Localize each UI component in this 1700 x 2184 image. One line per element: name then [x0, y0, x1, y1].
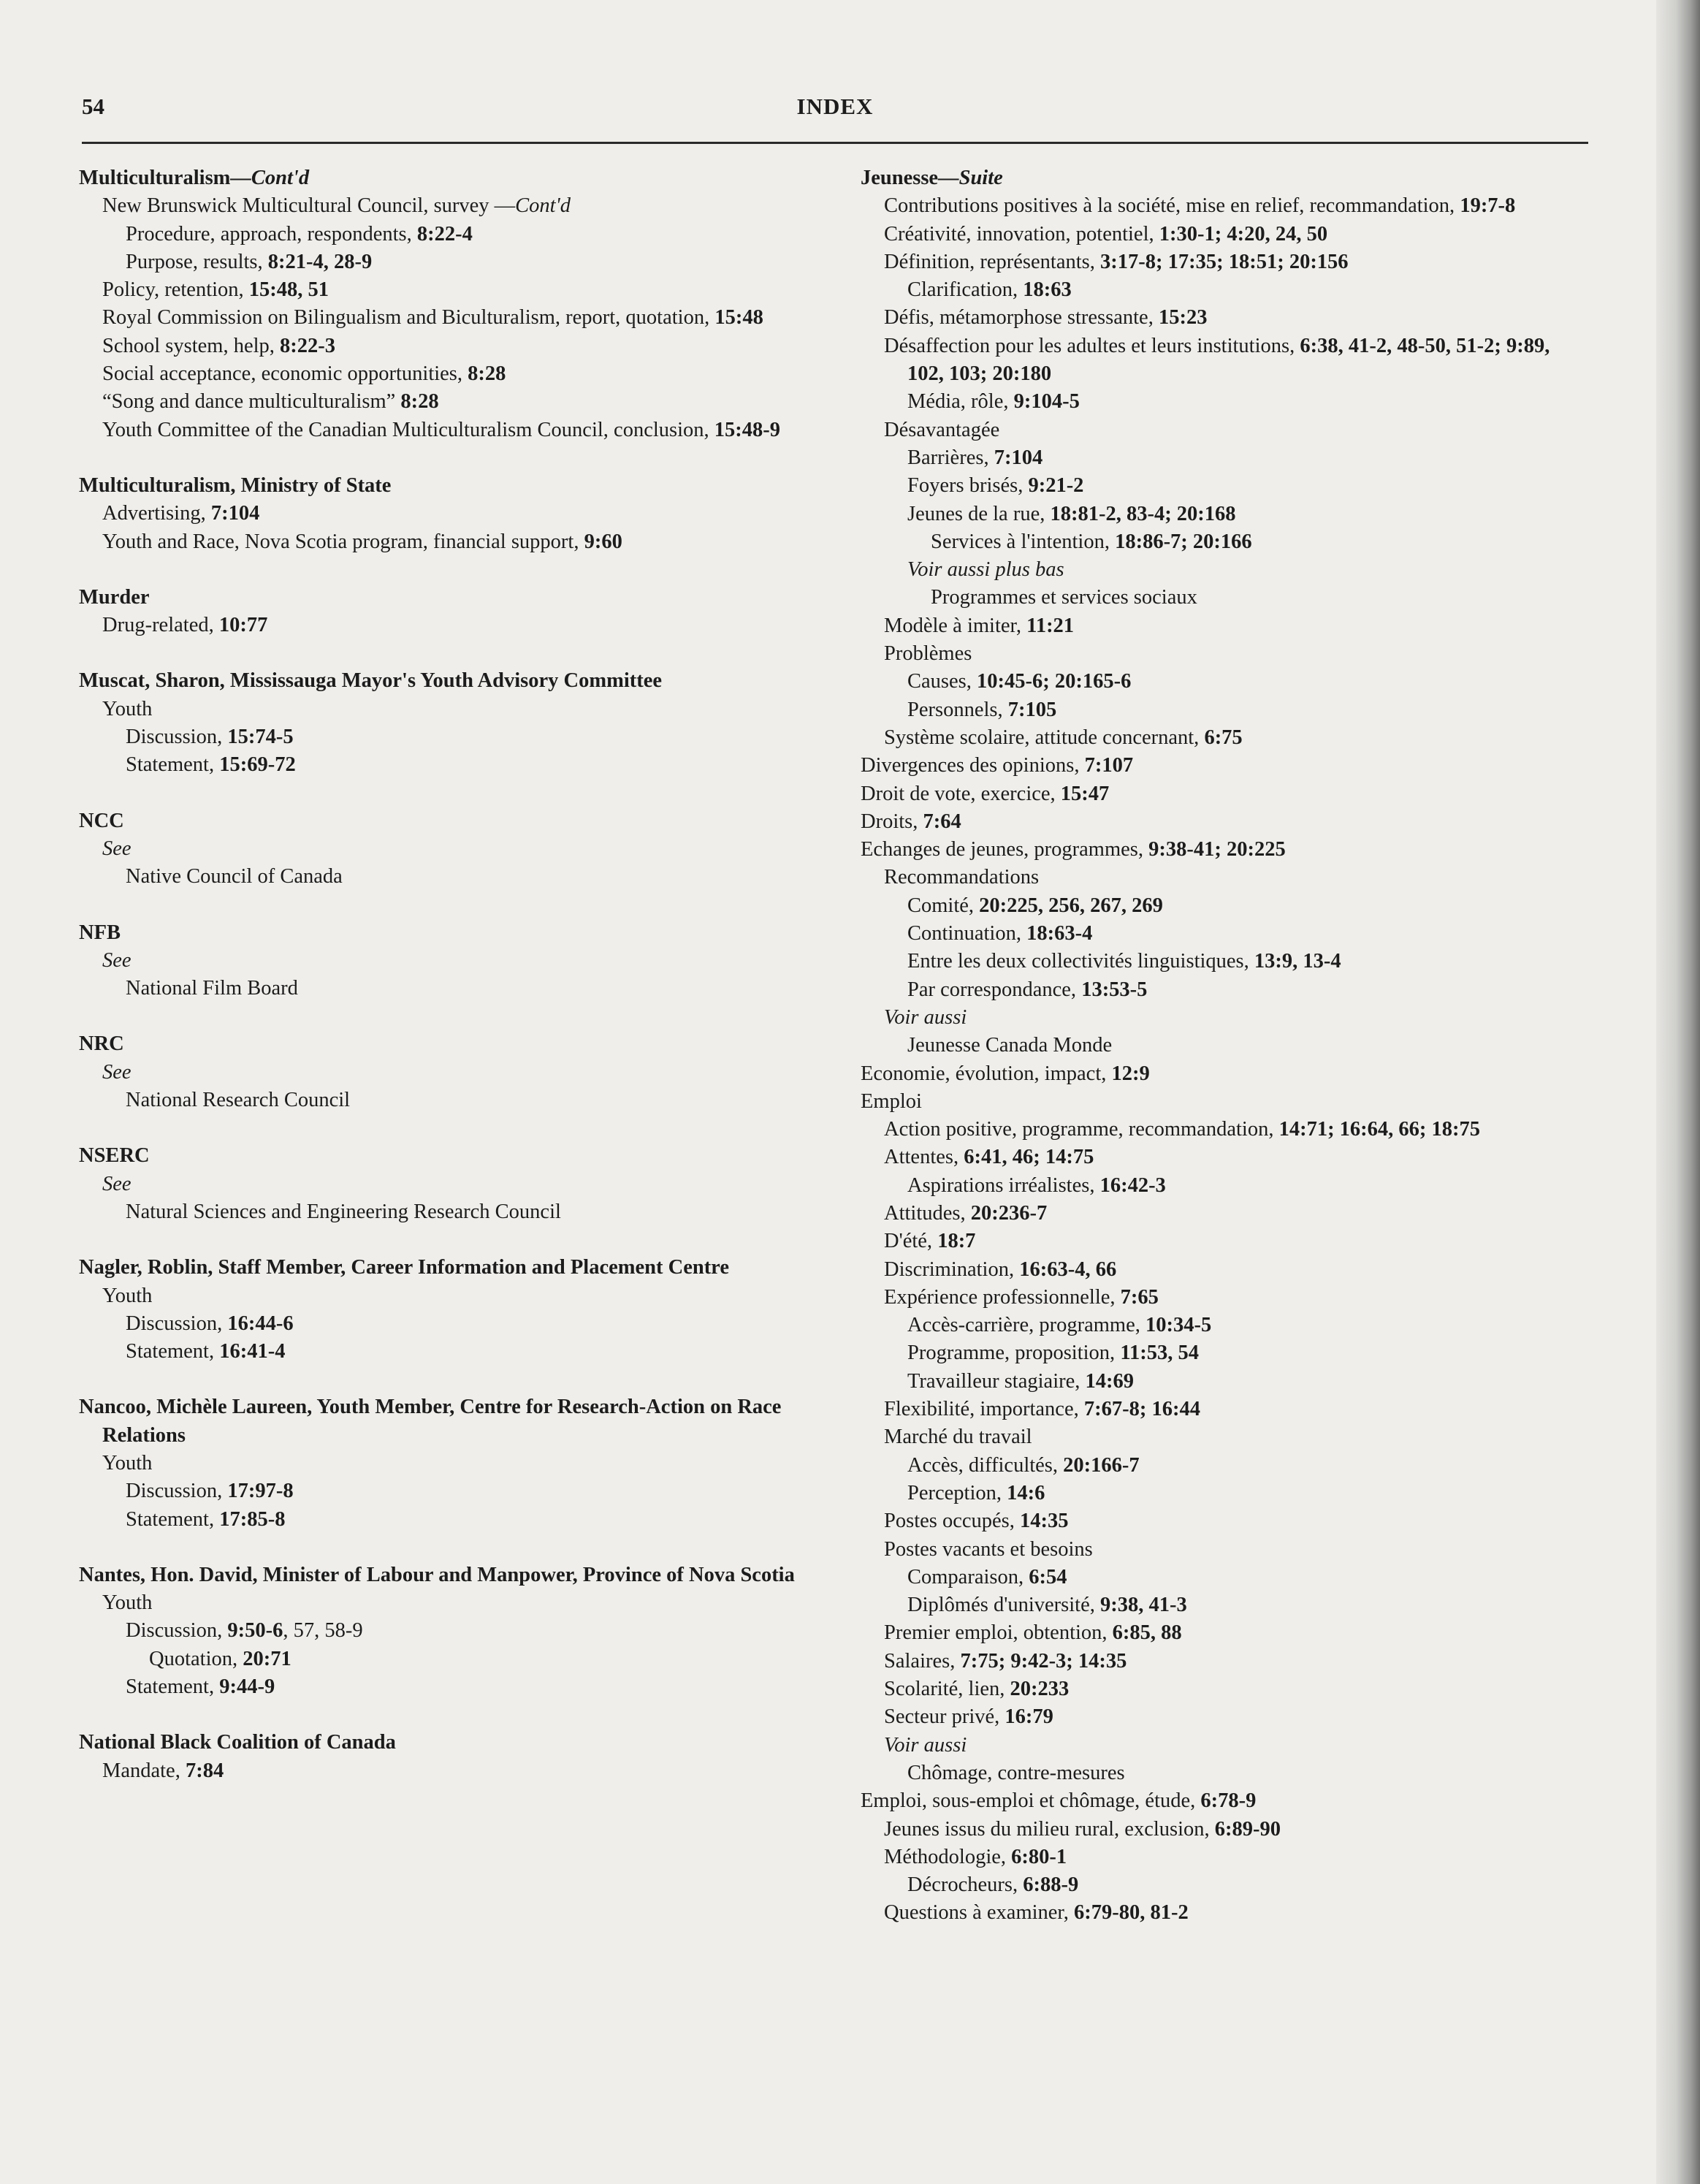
subentry: Discrimination, 16:63-4, 66 [884, 1257, 1117, 1281]
subentry: Système scolaire, attitude concernant, 6:75 [884, 726, 1243, 749]
subentry: Jeunes de la rue, 18:81-2, 83-4; 20:168 [907, 502, 1236, 525]
subentry: Scolarité, lien, 20:233 [884, 1678, 1070, 1701]
entry-heading: NCC [79, 809, 124, 832]
see-also-target: Programmes et services sociaux [931, 586, 1197, 609]
see-also-label: Voir aussi plus bas [907, 558, 1064, 582]
see-also-label: Voir aussi [884, 1733, 967, 1757]
index-entry-ministry-of-state [79, 472, 824, 556]
subentry: Salaires, 7:75; 9:42-3; 14:35 [884, 1649, 1127, 1673]
index-entry-murder [79, 584, 824, 640]
entry-heading: Murder [79, 585, 150, 609]
subentry: Policy, retention, 15:48, 51 [102, 278, 329, 302]
subentry: Contributions positives à la société, mise en relief, recommandation, 19:7-8 [884, 194, 1516, 218]
see-also-target: Chômage, contre-mesures [907, 1761, 1125, 1784]
subentry: Discussion, 9:50-6, 57, 58-9 [126, 1619, 363, 1643]
see-reference-label: See [102, 837, 131, 860]
subentry: Postes occupés, 14:35 [884, 1510, 1069, 1533]
subentry: Désavantagée [884, 418, 1000, 441]
index-entry-nancoo [79, 1393, 824, 1533]
subentry: Marché du travail [884, 1426, 1032, 1449]
subentry: Défis, métamorphose stressante, 15:23 [884, 306, 1208, 330]
subentry: Action positive, programme, recommandation, 14:71; 16:64, 66; 18:75 [884, 1118, 1481, 1141]
subentry: Modèle à imiter, 11:21 [884, 614, 1075, 637]
right-index-column [861, 164, 1588, 1928]
index-entry-nserc [79, 1142, 824, 1226]
left-index-column [79, 164, 824, 1813]
subentry: Accès-carrière, programme, 10:34-5 [907, 1314, 1212, 1337]
subentry: Média, rôle, 9:104-5 [907, 390, 1080, 414]
see-reference-label: See [102, 1172, 131, 1195]
subentry: Programme, proposition, 11:53, 54 [907, 1342, 1199, 1365]
header-rule [82, 142, 1588, 144]
subentry: Services à l'intention, 18:86-7; 20:166 [931, 530, 1252, 553]
subentry: Statement, 16:41-4 [126, 1340, 286, 1363]
subentry: Attitudes, 20:236-7 [884, 1201, 1048, 1225]
subentry: New Brunswick Multicultural Council, survey —Cont'd [102, 194, 571, 218]
subentry: Définition, représentants, 3:17-8; 17:35; 18:51; 20:156 [884, 250, 1349, 273]
index-entry-ncc [79, 807, 824, 891]
subentry: Discussion, 17:97-8 [126, 1480, 294, 1503]
subentry: Premier emploi, obtention, 6:85, 88 [884, 1621, 1182, 1645]
subentry: Causes, 10:45-6; 20:165-6 [907, 670, 1132, 693]
see-reference-target: Native Council of Canada [126, 865, 343, 889]
subentry: Accès, difficultés, 20:166-7 [907, 1453, 1140, 1477]
index-entry-multiculturalism-contd [79, 164, 824, 444]
page-title: INDEX [796, 94, 874, 119]
subentry: Emploi [861, 1089, 922, 1113]
subentry: Postes vacants et besoins [884, 1537, 1093, 1561]
see-reference-target: Natural Sciences and Engineering Research Council [126, 1200, 561, 1223]
subentry: Droit de vote, exercice, 15:47 [861, 782, 1110, 805]
entry-heading: NFB [79, 921, 121, 944]
subentry: Comparaison, 6:54 [907, 1565, 1067, 1588]
index-entry-nantes [79, 1561, 824, 1701]
see-reference-target: National Film Board [126, 977, 298, 1000]
subentry: Recommandations [884, 866, 1040, 889]
entry-heading: NRC [79, 1032, 124, 1056]
subentry: Youth [102, 1284, 153, 1307]
subentry: Divergences des opinions, 7:107 [861, 754, 1134, 777]
entry-heading: National Black Coalition of Canada [79, 1731, 396, 1754]
subentry: Jeunes issus du milieu rural, exclusion, 6:89-90 [884, 1817, 1281, 1841]
index-entry-nrc [79, 1030, 824, 1114]
index-entry-jeunesse-suite [861, 164, 1588, 192]
subentry: Echanges de jeunes, programmes, 9:38-41; 20:225 [861, 838, 1286, 861]
entry-heading: Nagler, Roblin, Staff Member, Career Information and Placement Centre [79, 1256, 729, 1279]
subentry: Continuation, 18:63-4 [907, 922, 1093, 945]
subentry: Comité, 20:225, 256, 267, 269 [907, 894, 1163, 917]
subentry: Statement, 9:44-9 [126, 1675, 275, 1699]
subentry: Advertising, 7:104 [102, 502, 260, 525]
subentry: Secteur privé, 16:79 [884, 1705, 1053, 1729]
subentry: Youth [102, 1591, 153, 1615]
subentry: Discussion, 16:44-6 [126, 1312, 294, 1335]
entry-heading: Jeunesse [861, 167, 939, 189]
subentry: Par correspondance, 13:53-5 [907, 978, 1148, 1001]
see-also-target: Jeunesse Canada Monde [907, 1034, 1113, 1057]
subentry: Foyers brisés, 9:21-2 [907, 474, 1084, 498]
subentry: School system, help, 8:22-3 [102, 334, 336, 357]
subentry: Purpose, results, 8:21-4, 28-9 [126, 250, 373, 273]
subentry: Youth [102, 697, 153, 720]
subentry: Youth and Race, Nova Scotia program, financial support, 9:60 [102, 530, 622, 553]
entry-heading: Muscat, Sharon, Mississauga Mayor's Youth Advisory Committee [79, 669, 663, 693]
subentry: Attentes, 6:41, 46; 14:75 [884, 1146, 1094, 1169]
subentry: Emploi, sous-emploi et chômage, étude, 6:78-9 [861, 1789, 1257, 1813]
subentry: Barrières, 7:104 [907, 446, 1043, 469]
subentry: Méthodologie, 6:80-1 [884, 1845, 1067, 1868]
subentry: Diplômés d'université, 9:38, 41-3 [907, 1594, 1187, 1617]
subentry: Créativité, innovation, potentiel, 1:30-1; 4:20, 24, 50 [884, 222, 1328, 246]
subentry: Discussion, 15:74-5 [126, 726, 294, 749]
subentry: D'été, 18:7 [884, 1230, 976, 1253]
continued-marker: —Cont'd [230, 167, 310, 189]
subentry: Mandate, 7:84 [102, 1759, 224, 1782]
page-number: 54 [82, 94, 104, 119]
entry-heading: Multiculturalism, Ministry of State [79, 473, 392, 497]
subentry: Droits, 7:64 [861, 810, 961, 833]
subentry: Drug-related, 10:77 [102, 614, 268, 637]
entry-heading: NSERC [79, 1144, 150, 1168]
subentry: Problèmes [884, 642, 972, 666]
page-header [82, 94, 1588, 137]
see-reference-target: National Research Council [126, 1089, 351, 1112]
entry-heading: Nancoo, Michèle Laureen, Youth Member, Centre for Research-Action on Race Relations [79, 1396, 782, 1447]
subentry: Travailleur stagiaire, 14:69 [907, 1369, 1135, 1393]
subentry: “Song and dance multiculturalism” 8:28 [102, 390, 439, 414]
subentry: Questions à examiner, 6:79-80, 81-2 [884, 1901, 1189, 1925]
subentry: Expérience professionnelle, 7:65 [884, 1285, 1159, 1309]
subentry: Flexibilité, importance, 7:67-8; 16:44 [884, 1398, 1200, 1421]
subentry: Statement, 17:85-8 [126, 1507, 286, 1531]
subentry: Aspirations irréalistes, 16:42-3 [907, 1173, 1166, 1197]
see-reference-label: See [102, 1060, 131, 1084]
subentry: Statement, 15:69-72 [126, 753, 296, 777]
subentry: Entre les deux collectivités linguistiques, 13:9, 13-4 [907, 950, 1341, 973]
see-also-label: Voir aussi [884, 1005, 967, 1029]
subentry: Economie, évolution, impact, 12:9 [861, 1062, 1150, 1085]
subentry: Youth Committee of the Canadian Multiculturalism Council, conclusion, 15:48-9 [102, 418, 781, 441]
index-entry-muscat [79, 667, 824, 779]
entry-heading: Multiculturalism [79, 167, 231, 189]
book-spine-shadow [1656, 0, 1700, 2184]
see-reference-label: See [102, 948, 131, 972]
index-entry-nfb [79, 919, 824, 1003]
entry-heading: Nantes, Hon. David, Minister of Labour and Manpower, Province of Nova Scotia [79, 1563, 795, 1586]
index-entry-national-black-coalition [79, 1729, 824, 1785]
continued-marker: —Suite [938, 167, 1003, 189]
subentry: Clarification, 18:63 [907, 278, 1072, 302]
subentry: Décrocheurs, 6:88-9 [907, 1873, 1079, 1897]
subentry: Youth [102, 1451, 153, 1475]
subentry: Personnels, 7:105 [907, 698, 1057, 721]
subentry: Royal Commission on Bilingualism and Biculturalism, report, quotation, 15:48 [102, 306, 763, 330]
subentry: Désaffection pour les adultes et leurs institutions, 6:38, 41-2, 48-50, 51-2; 9:89, 102, 103; 20:180 [884, 334, 1550, 386]
subentry: Social acceptance, economic opportunities, 8:28 [102, 362, 506, 386]
index-entry-nagler [79, 1254, 824, 1366]
subentry: Perception, 14:6 [907, 1481, 1045, 1504]
subentry: Procedure, approach, respondents, 8:22-4 [126, 222, 473, 246]
subentry: Quotation, 20:71 [149, 1647, 291, 1670]
